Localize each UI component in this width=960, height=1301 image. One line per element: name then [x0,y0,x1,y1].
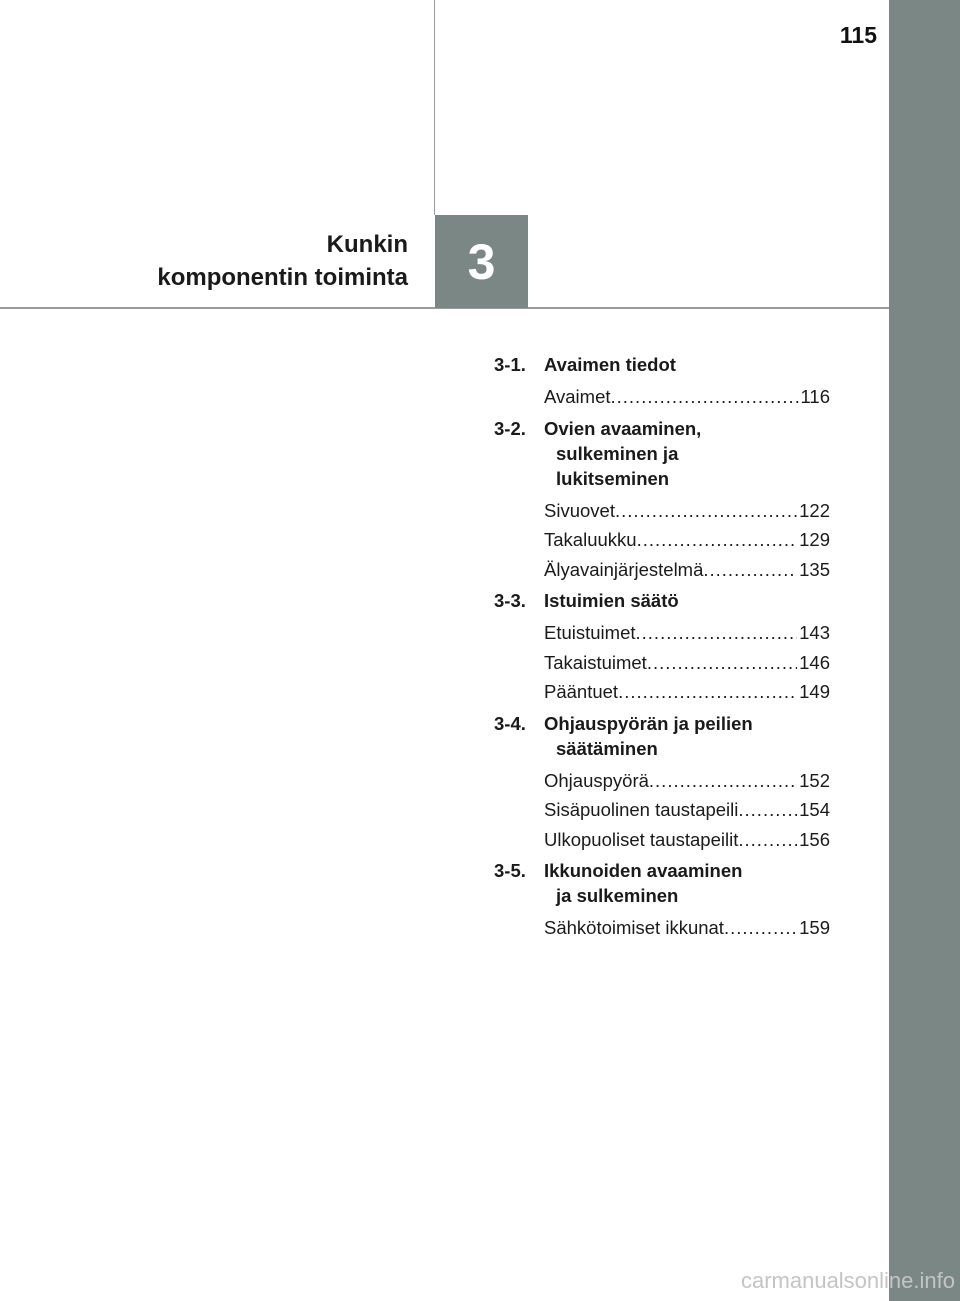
toc-entry-page: 159 [799,917,830,938]
toc-section [494,588,830,707]
toc-section-number: 3-2. [494,417,526,439]
dot-leader [636,618,798,648]
toc-entry-title: Avaimet [544,386,611,407]
toc-entry-page: 149 [799,681,830,702]
vertical-divider [434,0,435,215]
toc-section-title [544,858,830,908]
toc-entry-page: 156 [799,828,830,850]
toc-entry[interactable] [544,913,830,943]
toc-entry-title: Älyavainjärjestelmä [544,558,704,580]
toc-entry-page: 152 [799,769,830,791]
toc-section-title-line: Ovien avaaminen, [544,417,702,439]
toc-section-title [544,416,830,491]
toc-entry-page: 129 [799,529,830,550]
dot-leader [649,766,797,796]
toc-section [494,711,830,855]
toc-section-title-line: Ikkunoiden avaaminen [544,860,743,881]
toc-section-number: 3-4. [494,712,526,734]
toc-section-title-line: sulkeminen ja [556,442,679,464]
toc-entry-page: 122 [799,499,830,521]
toc-entry-title: Takaistuimet [544,651,647,673]
toc-entry[interactable] [544,618,830,648]
toc-entry[interactable] [544,496,830,526]
dot-leader [703,555,797,585]
toc-section-title [544,711,830,761]
dot-leader [724,913,797,943]
toc-section-title [544,352,830,377]
toc-section [494,416,830,585]
page-number: 115 [839,22,877,48]
toc-entry-title: Etuistuimet [544,622,636,643]
toc-section-title-line: Istuimien säätö [544,590,679,611]
toc-section-number: 3-5. [494,860,526,881]
toc-section-title-line: lukitseminen [556,467,670,489]
chapter-number-box: 3 [435,215,528,308]
toc-section-title-line: Ohjauspyörän ja peilien [544,712,753,734]
toc-entry[interactable] [544,555,830,585]
toc-entry-page: 154 [799,799,830,820]
toc-entry-title: Sähkötoimiset ikkunat [544,917,724,938]
toc-section-title-line: säätäminen [556,737,658,759]
dot-leader [738,795,797,825]
toc-section-title [544,588,830,613]
toc-entry-title: Sisäpuolinen taustapeili [544,799,739,820]
table-of-contents [494,352,830,947]
toc-entry-title: Pääntuet [544,681,619,702]
toc-entry[interactable] [544,825,830,855]
chapter-title-line-1: Kunkin [326,231,408,258]
toc-section-heading[interactable] [494,416,830,491]
toc-section-heading[interactable] [494,711,830,761]
toc-entry[interactable] [544,382,830,412]
dot-leader [615,496,797,526]
dot-leader [637,525,798,555]
toc-entry[interactable] [544,677,830,707]
toc-section-heading[interactable] [494,858,830,908]
toc-section-heading[interactable] [494,352,830,377]
toc-entry-page: 143 [799,622,830,643]
chapter-side-tab [889,0,960,1301]
dot-leader [647,648,797,678]
toc-section-number: 3-3. [494,590,526,611]
chapter-title-line-2: komponentin toiminta [157,264,408,291]
toc-entry-page: 135 [799,558,830,580]
toc-entry-page: 146 [799,651,830,673]
toc-entry[interactable] [544,795,830,825]
toc-entry-title: Sivuovet [544,499,615,521]
toc-entry-page: 116 [800,386,830,407]
dot-leader [611,382,799,412]
toc-section [494,352,830,412]
watermark: carmanualsonline.info [740,1268,955,1293]
toc-section-number: 3-1. [494,354,526,375]
toc-entry-title: Ulkopuoliset taustapeilit [544,828,739,850]
dot-leader [738,825,797,855]
toc-section-title-line: ja sulkeminen [556,885,679,906]
toc-entry[interactable] [544,648,830,678]
toc-entry[interactable] [544,766,830,796]
toc-section [494,858,830,943]
toc-entry-title: Takaluukku [544,529,637,550]
chapter-title [157,228,408,294]
toc-entry[interactable] [544,525,830,555]
dot-leader [618,677,797,707]
toc-entry-title: Ohjauspyörä [544,769,649,791]
toc-section-heading[interactable] [494,588,830,613]
toc-section-title-line: Avaimen tiedot [544,354,676,375]
